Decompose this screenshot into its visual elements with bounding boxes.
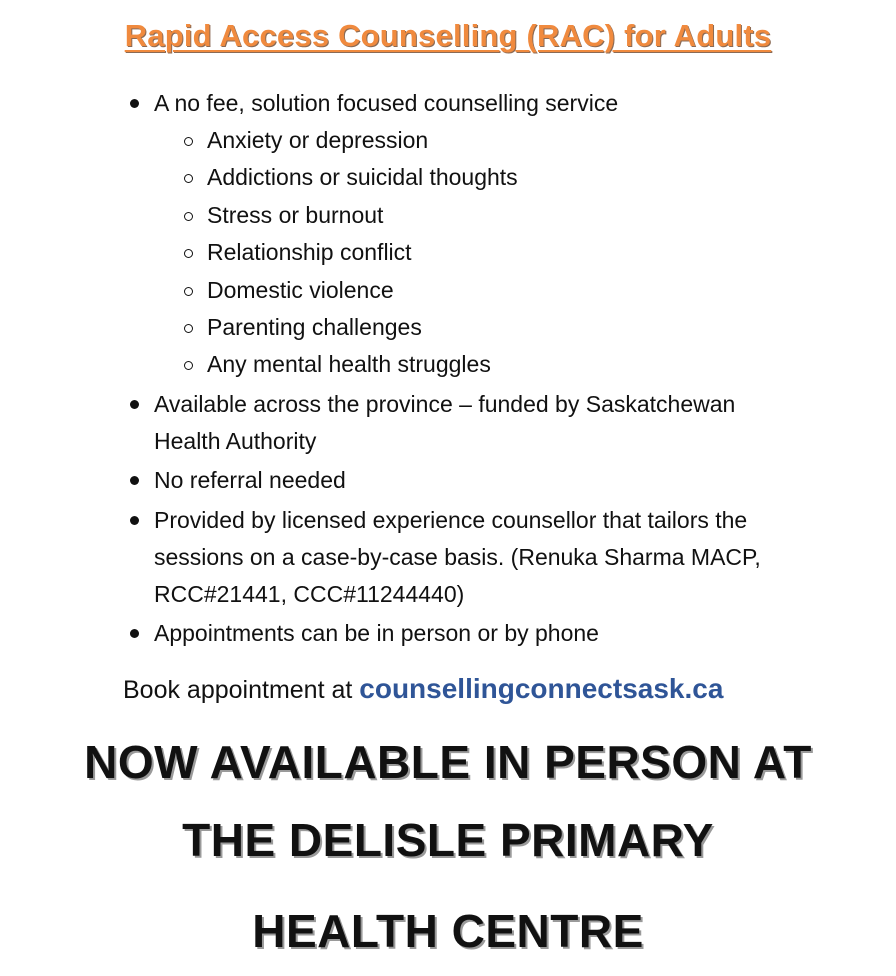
bullet-text: Available across the province – funded by Saskatchewan	[154, 391, 736, 417]
booking-prefix: Book appointment at	[123, 676, 353, 704]
sub-bullet-text: Stress or burnout	[207, 202, 384, 228]
bullet-dot	[130, 476, 139, 485]
sub-bullet-circle	[184, 212, 193, 221]
banner-line-2: THE DELISLE PRIMARY	[182, 814, 714, 866]
bullet-dot	[130, 629, 139, 638]
sub-bullet-text: Domestic violence	[207, 277, 394, 303]
banner-line-1: NOW AVAILABLE IN PERSON AT	[84, 736, 812, 788]
sub-bullet-text: Relationship conflict	[207, 239, 412, 265]
bullet-dot	[130, 516, 139, 525]
sub-bullet-circle	[184, 361, 193, 370]
bullet-text: Provided by licensed experience counsellor that tailors the	[154, 507, 748, 533]
sub-bullet-circle	[184, 174, 193, 183]
booking-line	[123, 672, 723, 707]
bullet-dot	[130, 400, 139, 409]
sub-bullet-circle	[184, 324, 193, 333]
page-title: Rapid Access Counselling (RAC) for Adults	[124, 18, 772, 53]
booking-url-link[interactable]: counsellingconnectsask.ca	[359, 673, 724, 704]
bullet-text: RCC#21441, CCC#11244440)	[154, 581, 465, 607]
bullet-text: No referral needed	[154, 467, 346, 493]
bullet-text: Health Authority	[154, 428, 317, 454]
sub-bullet-text: Addictions or suicidal thoughts	[207, 164, 518, 190]
banner-line-3: HEALTH CENTRE	[252, 905, 644, 957]
bullet-text: Appointments can be in person or by phone	[154, 620, 599, 646]
bullet-dot	[130, 99, 139, 108]
sub-bullet-text: Any mental health struggles	[207, 351, 491, 377]
sub-bullet-text: Parenting challenges	[207, 314, 422, 340]
sub-bullet-circle	[184, 249, 193, 258]
bullet-text: A no fee, solution focused counselling service	[154, 90, 619, 116]
sub-bullet-circle	[184, 287, 193, 296]
sub-bullet-circle	[184, 137, 193, 146]
bullet-text: sessions on a case-by-case basis. (Renuka Sharma MACP,	[154, 544, 761, 570]
sub-bullet-text: Anxiety or depression	[207, 127, 429, 153]
